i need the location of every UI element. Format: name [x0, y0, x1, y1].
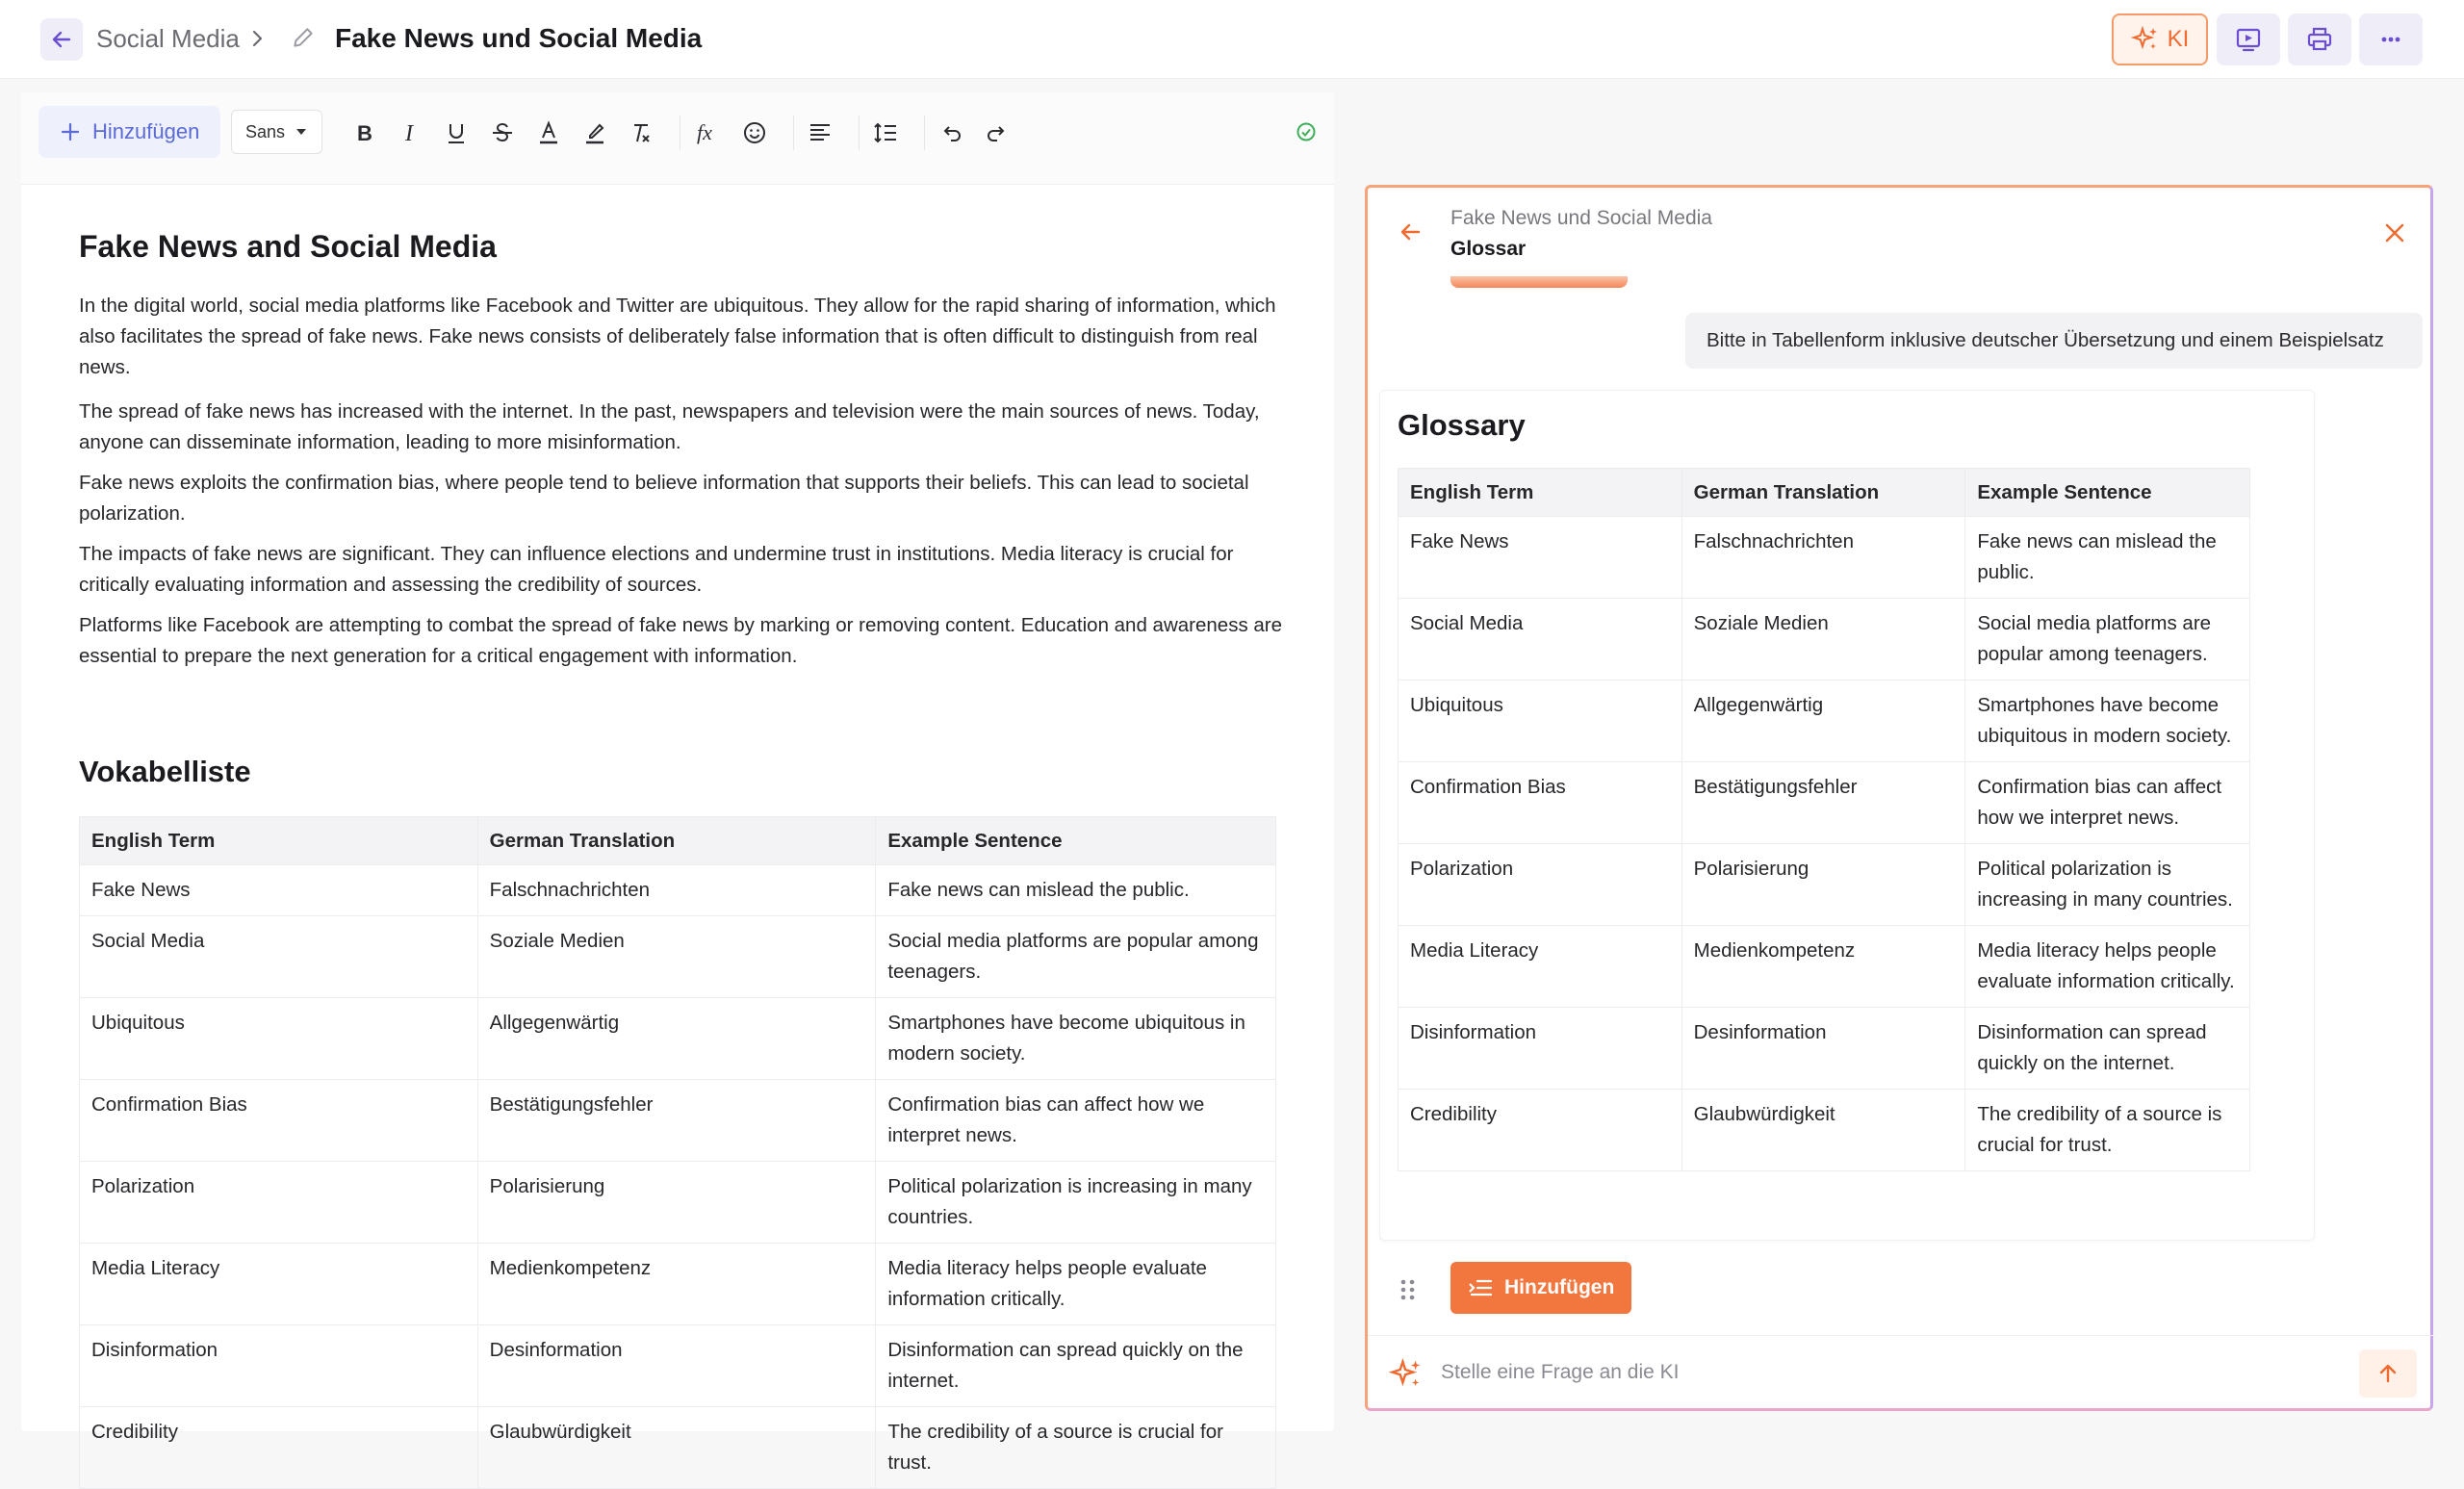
line-spacing-icon	[872, 120, 899, 145]
highlight-button[interactable]	[576, 114, 614, 152]
glossary-row-cell: Ubiquitous	[1399, 680, 1682, 762]
paragraph-4[interactable]: The impacts of fake news are significant. They can influence elections and undermine trust in institutions. Media literacy is crucial for critically evaluating information and assessing the credibility of sources.	[79, 543, 1234, 596]
svg-text:fx: fx	[697, 120, 712, 144]
glossary-row-cell: Political polarization is increasing in many countries.	[1965, 844, 2250, 926]
editor-panel	[21, 92, 1334, 1474]
bold-button[interactable]	[345, 114, 383, 152]
vocab-row-cell[interactable]: Glaubwürdigkeit	[477, 1407, 876, 1489]
paragraph-2[interactable]: The spread of fake news has increased with the internet. In the past, newspapers and television were the main sources of news. Today, anyone can disseminate information, leading to more misinformation.	[79, 400, 1260, 453]
drag-handle-icon[interactable]	[1399, 1277, 1418, 1302]
vocab-row-cell[interactable]: Medienkompetenz	[477, 1244, 876, 1325]
align-left-button[interactable]	[801, 114, 839, 152]
glossary-row-cell: Glaubwürdigkeit	[1681, 1090, 1965, 1171]
close-icon[interactable]	[2382, 220, 2407, 245]
vocab-row-cell[interactable]: Polarisierung	[477, 1162, 876, 1244]
vocab-table[interactable]	[79, 816, 1276, 1489]
glossary-table	[1398, 468, 2250, 1171]
glossary-row	[1399, 762, 2250, 844]
glossary-row	[1399, 517, 2250, 599]
vocab-row-cell[interactable]: Disinformation can spread quickly on the internet.	[876, 1325, 1276, 1407]
vocab-col-header: Example Sentence	[876, 817, 1276, 865]
glossary-row-cell: Allgegenwärtig	[1681, 680, 1965, 762]
ai-insert-button[interactable]	[1450, 1262, 1631, 1314]
vocab-row[interactable]	[80, 1244, 1276, 1325]
user-message: Bitte in Tabellenform inklusive deutscher Übersetzung und einem Beispielsatz	[1685, 313, 2423, 369]
vocab-row-cell[interactable]: Credibility	[80, 1407, 478, 1489]
ai-insert-label: Hinzufügen	[1504, 1276, 1615, 1298]
vocab-row-cell[interactable]: Disinformation	[80, 1325, 478, 1407]
vocab-row-cell[interactable]: Bestätigungsfehler	[477, 1080, 876, 1162]
vocab-row[interactable]	[80, 916, 1276, 998]
align-left-icon	[808, 120, 833, 145]
vocab-row[interactable]	[80, 1325, 1276, 1407]
glossary-row-cell: Social Media	[1399, 599, 1682, 680]
redo-icon	[985, 120, 1010, 145]
more-button[interactable]	[2359, 13, 2423, 65]
vocab-col-header: English Term	[80, 817, 478, 865]
top-bar	[0, 0, 2464, 79]
strikethrough-icon	[490, 120, 515, 145]
document-heading[interactable]: Fake News and Social Media	[79, 229, 497, 264]
vocab-row[interactable]	[80, 865, 1276, 916]
glossary-row-cell: Social media platforms are popular among teenagers.	[1965, 599, 2250, 680]
vocab-header-row	[80, 817, 1276, 865]
underline-button[interactable]	[437, 114, 475, 152]
saved-check-icon	[1296, 121, 1317, 142]
vocab-row-cell[interactable]: Desinformation	[477, 1325, 876, 1407]
vocab-row-cell[interactable]: Confirmation bias can affect how we interpret news.	[876, 1080, 1276, 1162]
italic-icon	[398, 120, 423, 145]
vocab-row-cell[interactable]: Confirmation Bias	[80, 1080, 478, 1162]
breadcrumb-parent[interactable]: Social Media	[96, 24, 240, 53]
editor-toolbar	[21, 92, 1334, 185]
glossary-row-cell: Confirmation Bias	[1399, 762, 1682, 844]
ai-answer-card	[1379, 390, 2315, 1241]
glossary-row-cell: Disinformation can spread quickly on the internet.	[1965, 1008, 2250, 1090]
glossary-row	[1399, 680, 2250, 762]
font-select[interactable]	[231, 110, 322, 154]
vocab-row[interactable]	[80, 1080, 1276, 1162]
send-button[interactable]	[2359, 1349, 2417, 1398]
present-button[interactable]	[2217, 13, 2280, 65]
highlight-icon	[582, 120, 607, 145]
underline-icon	[444, 120, 469, 145]
pencil-icon[interactable]	[291, 25, 316, 50]
plus-icon	[60, 121, 81, 142]
vocab-row-cell[interactable]: Smartphones have become ubiquitous in modern society.	[876, 998, 1276, 1080]
emoji-icon	[742, 120, 767, 145]
bold-icon	[351, 120, 376, 145]
undo-icon	[938, 120, 963, 145]
glossary-row-cell: Credibility	[1399, 1090, 1682, 1171]
italic-button[interactable]	[391, 114, 429, 152]
printer-icon	[2305, 25, 2334, 54]
text-color-icon	[536, 120, 561, 145]
vocab-row[interactable]	[80, 1162, 1276, 1244]
glossary-header-row	[1399, 469, 2250, 517]
glossary-row-cell: Polarization	[1399, 844, 1682, 926]
glossary-row-cell: Smartphones have become ubiquitous in modern society.	[1965, 680, 2250, 762]
arrow-up-icon	[2376, 1362, 2400, 1385]
glossary-row	[1399, 1008, 2250, 1090]
glossary-row-cell: Polarisierung	[1681, 844, 1965, 926]
glossary-row-cell: Fake news can mislead the public.	[1965, 517, 2250, 599]
glossary-row-cell: Confirmation bias can affect how we interpret news.	[1965, 762, 2250, 844]
font-select-value: Sans	[245, 121, 286, 141]
glossary-row-cell: Media Literacy	[1399, 926, 1682, 1008]
sparkle-icon	[1389, 1357, 1424, 1392]
vocab-col-header: German Translation	[477, 817, 876, 865]
arrow-left-icon[interactable]	[1397, 218, 1424, 245]
paragraph-5[interactable]: Platforms like Facebook are attempting to combat the spread of fake news by marking or removing content. Education and awareness are essential to prepare the next generation for a critical engagement with information.	[79, 614, 1283, 667]
caret-down-icon	[295, 127, 308, 137]
answer-heading: Glossary	[1398, 408, 1526, 442]
vocab-heading[interactable]: Vokabelliste	[79, 755, 251, 788]
ai-input-row	[1368, 1335, 2436, 1414]
vocab-row-cell[interactable]: Social media platforms are popular among teenagers.	[876, 916, 1276, 998]
vocab-row[interactable]	[80, 998, 1276, 1080]
vocab-row-cell[interactable]: Media literacy helps people evaluate information critically.	[876, 1244, 1276, 1325]
glossary-row-cell: Medienkompetenz	[1681, 926, 1965, 1008]
add-content-label: Hinzufügen	[92, 119, 200, 143]
glossary-row-cell: The credibility of a source is crucial for trust.	[1965, 1090, 2250, 1171]
text-color-button[interactable]	[529, 114, 568, 152]
glossary-row	[1399, 844, 2250, 926]
add-content-button[interactable]	[38, 106, 220, 158]
vocab-row-cell[interactable]: Ubiquitous	[80, 998, 478, 1080]
paragraph-1[interactable]: In the digital world, social media platforms like Facebook and Twitter are ubiquitous. They allow for the rapid sharing of information, which also facilitates the spread of fake news. Fake news consists of deliberately false information that is often difficult to distinguish from real news.	[79, 295, 1276, 378]
svg-text:B: B	[357, 121, 372, 145]
more-dots-icon	[2376, 25, 2405, 54]
chevron-right-icon	[248, 23, 268, 54]
ai-panel-subtitle: Fake News und Social Media	[1450, 207, 1712, 229]
vocab-row-cell[interactable]: Fake news can mislead the public.	[876, 865, 1276, 916]
insert-list-icon	[1468, 1276, 1493, 1299]
back-button[interactable]	[40, 18, 83, 61]
glossary-row-cell: Bestätigungsfehler	[1681, 762, 1965, 844]
vocab-row-cell[interactable]: The credibility of a source is crucial for trust.	[876, 1407, 1276, 1489]
sparkle-icon	[2131, 25, 2160, 54]
ai-question-input[interactable]	[1441, 1351, 2307, 1394]
redo-button[interactable]	[978, 114, 1016, 152]
ai-panel-title: Glossar	[1450, 238, 1527, 260]
ai-panel	[1365, 185, 2433, 1411]
glossary-row	[1399, 926, 2250, 1008]
clear-format-icon	[629, 120, 654, 145]
glossary-row	[1399, 1090, 2250, 1171]
glossary-col-header: English Term	[1399, 469, 1682, 517]
print-button[interactable]	[2288, 13, 2351, 65]
undo-button[interactable]	[932, 114, 970, 152]
vocab-row[interactable]	[80, 1407, 1276, 1489]
paragraph-3[interactable]: Fake news exploits the confirmation bias, where people tend to believe information that supports their beliefs. This can lead to societal polarization.	[79, 472, 1249, 525]
vocab-row-cell[interactable]: Polarization	[80, 1162, 478, 1244]
clear-format-button[interactable]	[622, 114, 660, 152]
glossary-row-cell: Media literacy helps people evaluate information critically.	[1965, 926, 2250, 1008]
ki-button[interactable]	[2112, 13, 2208, 65]
glossary-row-cell: Desinformation	[1681, 1008, 1965, 1090]
glossary-col-header: Example Sentence	[1965, 469, 2250, 517]
glossary-row	[1399, 599, 2250, 680]
vocab-row-cell[interactable]: Political polarization is increasing in many countries.	[876, 1162, 1276, 1244]
glossary-row-cell: Falschnachrichten	[1681, 517, 1965, 599]
vocab-row-cell[interactable]: Fake News	[80, 865, 478, 916]
vocab-row-cell[interactable]: Allgegenwärtig	[477, 998, 876, 1080]
vocab-row-cell[interactable]: Social Media	[80, 916, 478, 998]
formula-button[interactable]	[689, 114, 728, 152]
line-spacing-button[interactable]	[866, 114, 905, 152]
emoji-button[interactable]	[735, 114, 774, 152]
glossary-col-header: German Translation	[1681, 469, 1965, 517]
formula-icon	[695, 120, 722, 145]
glossary-row-cell: Disinformation	[1399, 1008, 1682, 1090]
arrow-left-icon	[50, 28, 73, 51]
glossary-row-cell: Fake News	[1399, 517, 1682, 599]
ki-label: KI	[2167, 26, 2190, 52]
vocab-row-cell[interactable]: Media Literacy	[80, 1244, 478, 1325]
vocab-row-cell[interactable]: Soziale Medien	[477, 916, 876, 998]
svg-text:I: I	[405, 121, 413, 146]
ai-progress-bar	[1450, 276, 1628, 288]
document-title[interactable]: Fake News und Social Media	[335, 23, 703, 53]
glossary-row-cell: Soziale Medien	[1681, 599, 1965, 680]
presentation-icon	[2234, 25, 2263, 54]
vocab-row-cell[interactable]: Falschnachrichten	[477, 865, 876, 916]
strikethrough-button[interactable]	[483, 114, 522, 152]
